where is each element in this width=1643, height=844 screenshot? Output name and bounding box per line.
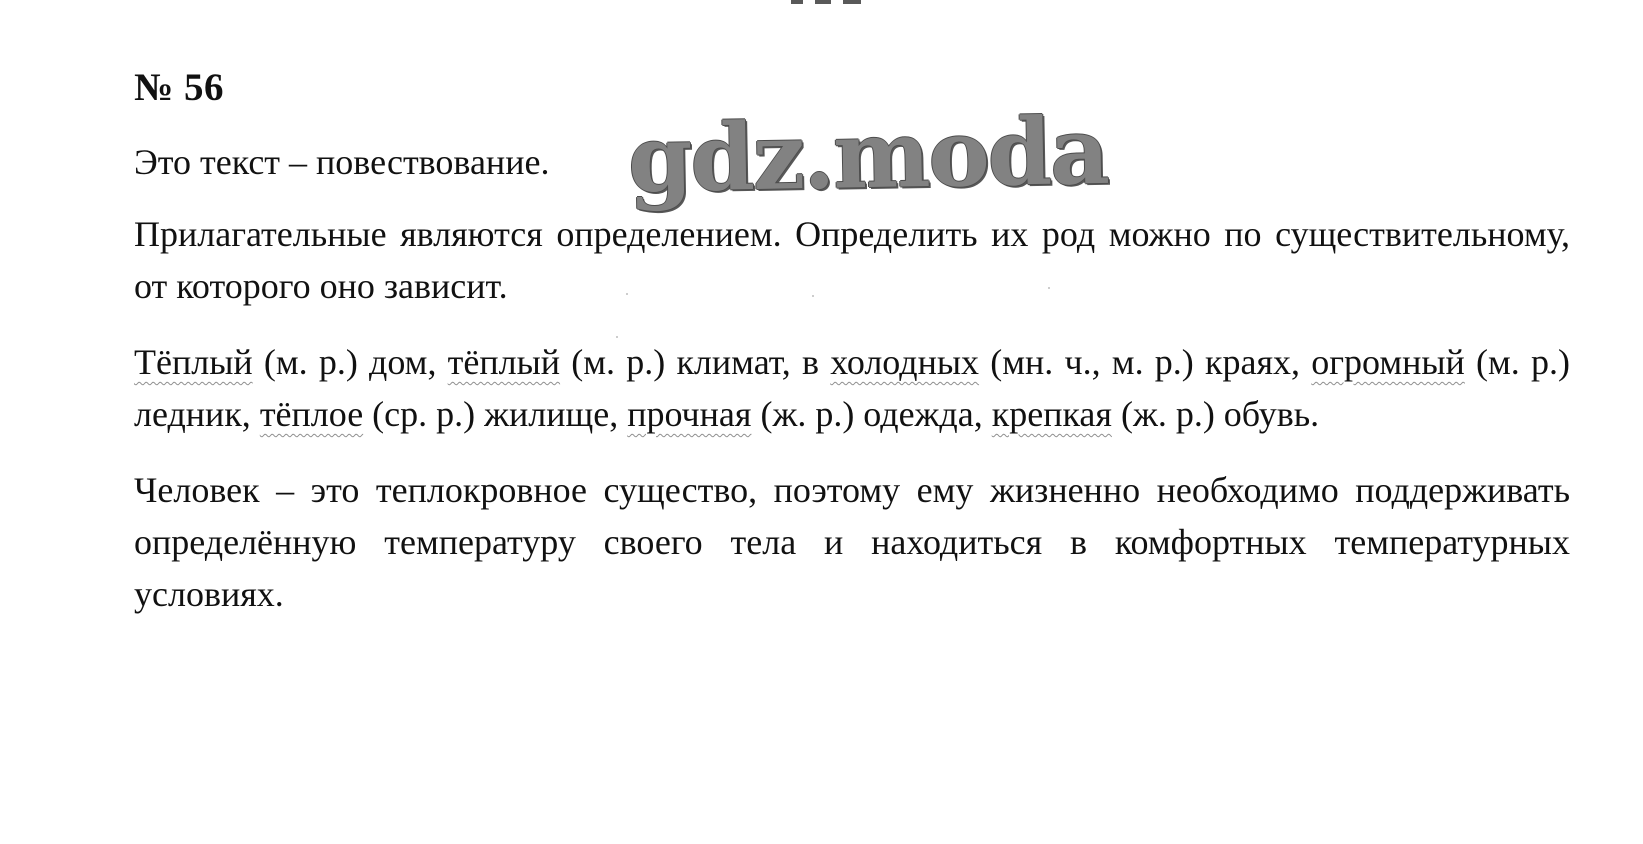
inline-text: (м. р.) ледник, <box>134 342 1570 434</box>
top-cropped-text-fragment <box>785 0 875 4</box>
site-watermark: gdz.moda <box>627 96 1109 214</box>
underlined-adjective: прочная <box>627 394 752 434</box>
problem-title: № 56 <box>134 66 224 109</box>
underlined-adjective: Тёплый <box>134 342 253 382</box>
scan-speck <box>616 336 618 338</box>
underlined-adjective: крепкая <box>991 394 1112 434</box>
scan-speck <box>812 295 814 297</box>
scan-speck <box>626 293 628 295</box>
inline-text: (ж. р.) обувь. <box>1111 394 1320 434</box>
inline-text: (ср. р.) жилище, <box>363 394 628 434</box>
scan-speck <box>1048 287 1050 289</box>
underlined-adjective: тёплый <box>447 342 561 382</box>
underlined-adjective: огромный <box>1311 342 1465 382</box>
inline-text: (мн. ч., м. р.) краях, <box>979 342 1312 382</box>
paragraph-adjectives-definition: Прилагательные являются определением. Определить их род можно по существительному, от которого оно зависит. <box>134 214 1570 306</box>
inline-text: (м. р.) климат, в <box>560 342 831 382</box>
paragraph-adjective-examples <box>134 336 1570 440</box>
paragraph-human-temperature: Человек – это теплокровное существо, поэтому ему жизненно необходимо поддерживать определённую температуру своего тела и находиться в комфортных температурных условиях. <box>134 470 1570 614</box>
underlined-adjective: тёплое <box>259 394 364 434</box>
underlined-adjective: холодных <box>830 342 980 382</box>
paragraph-text-type: Это текст – повествование. <box>134 142 550 182</box>
inline-text: (м. р.) дом, <box>252 342 448 382</box>
inline-text: (ж. р.) одежда, <box>751 394 992 434</box>
